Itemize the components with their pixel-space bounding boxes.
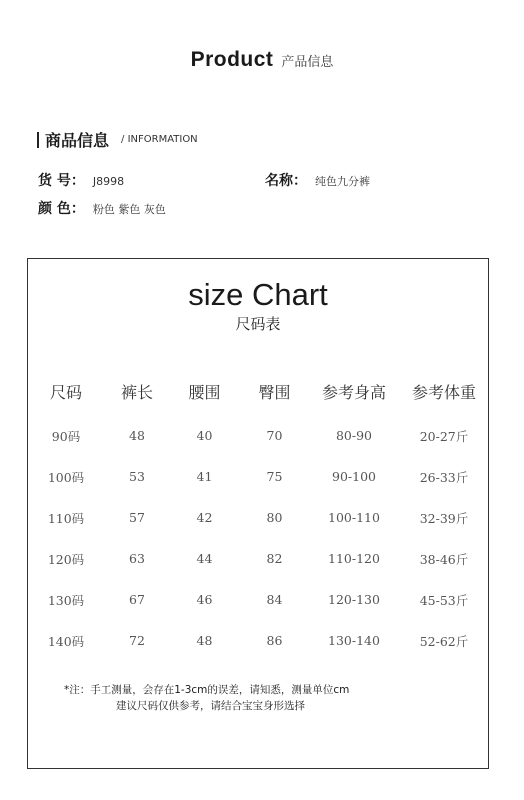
cell-hip: 82 [266, 551, 283, 566]
cell-ref-height: 120-130 [328, 592, 380, 607]
cell-hip: 80 [266, 510, 283, 525]
cell-ref-height: 130-140 [328, 633, 380, 648]
size-chart-title: size Chart [188, 277, 328, 312]
cell-ref-weight: 52-62斤 [419, 633, 469, 649]
cell-ref-height: 100-110 [328, 510, 380, 525]
header-title-en: Product [190, 48, 274, 71]
header-pants-length: 裤长 [120, 382, 153, 402]
header-title-cn: 产品信息 [281, 55, 334, 70]
cell-size: 110码 [47, 510, 85, 526]
info-sku [38, 170, 124, 190]
measurement-note [64, 682, 349, 714]
cell-ref-height: 80-90 [335, 428, 373, 443]
size-chart-box [27, 258, 489, 769]
name-value: 纯色九分裤 [315, 175, 370, 188]
cell-size: 130码 [47, 592, 85, 608]
table-row [28, 456, 490, 497]
size-table-header-row [28, 375, 490, 407]
cell-waist: 48 [196, 633, 213, 648]
size-chart-subtitle: 尺码表 [235, 315, 281, 333]
cell-hip: 75 [266, 469, 283, 484]
cell-pants-length: 63 [129, 551, 145, 566]
table-row [28, 497, 490, 538]
cell-pants-length: 48 [129, 428, 145, 443]
cell-pants-length: 72 [129, 633, 145, 648]
cell-ref-weight: 32-39斤 [419, 510, 469, 526]
cell-size: 100码 [47, 469, 85, 485]
cell-hip: 84 [266, 592, 283, 607]
cell-size: 140码 [47, 633, 85, 649]
sku-label: 货 号： [38, 173, 85, 189]
page-header [0, 48, 524, 72]
cell-hip: 86 [266, 633, 283, 648]
note-line-1: *注：手工测量，会存在1-3cm的误差，请知悉，测量单位cm [64, 684, 350, 696]
cell-size: 90码 [51, 428, 81, 444]
cell-ref-weight: 38-46斤 [419, 551, 469, 567]
cell-waist: 40 [196, 428, 213, 443]
cell-hip: 70 [266, 428, 283, 443]
note-line-2: 建议尺码仅供参考，请结合宝宝身形选择 [116, 700, 305, 712]
cell-pants-length: 53 [129, 469, 145, 484]
cell-size: 120码 [47, 551, 85, 567]
info-name [265, 170, 370, 190]
cell-waist: 41 [196, 469, 213, 484]
section-title-cn: 商品信息 [45, 131, 110, 150]
color-label: 颜 色： [38, 201, 85, 217]
cell-waist: 46 [196, 592, 213, 607]
header-hip: 臀围 [258, 382, 291, 402]
cell-pants-length: 67 [129, 592, 145, 607]
info-color [38, 198, 166, 218]
sku-value: J8998 [92, 175, 125, 188]
cell-waist: 42 [196, 510, 213, 525]
table-row [28, 538, 490, 579]
cell-waist: 44 [196, 551, 213, 566]
table-row [28, 407, 490, 456]
header-ref-weight: 参考体重 [411, 382, 476, 402]
cell-ref-height: 110-120 [328, 551, 380, 566]
cell-ref-weight: 20-27斤 [419, 428, 469, 444]
cell-pants-length: 57 [129, 510, 145, 525]
color-value: 粉色 紫色 灰色 [92, 203, 166, 216]
cell-ref-height: 90-100 [332, 469, 376, 484]
header-ref-height: 参考身高 [321, 382, 386, 402]
section-title-en: / INFORMATION [121, 134, 198, 145]
header-size: 尺码 [49, 382, 82, 402]
cell-ref-weight: 26-33斤 [419, 469, 469, 485]
name-label: 名称： [265, 173, 307, 189]
header-waist: 腰围 [188, 382, 221, 402]
table-row [28, 620, 490, 661]
cell-ref-weight: 45-53斤 [419, 592, 469, 608]
section-title [37, 128, 198, 151]
size-table [28, 375, 490, 661]
section-title-bar [37, 132, 39, 148]
table-row [28, 579, 490, 620]
